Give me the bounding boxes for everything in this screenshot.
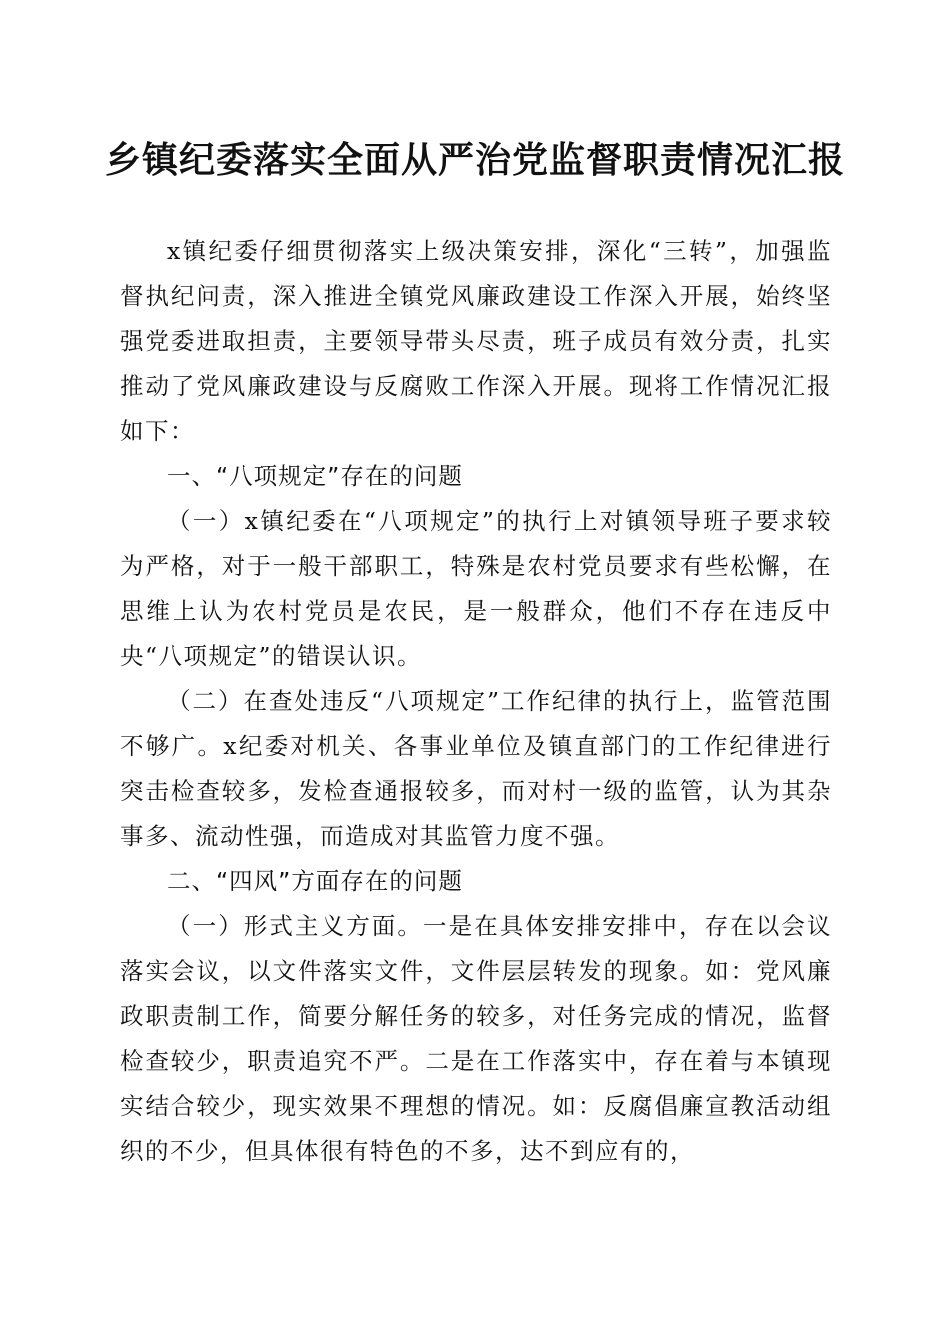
document-body: [120, 229, 832, 1174]
intro-paragraph: x镇纪委仔细贯彻落实上级决策安排，深化“三转”，加强监督执纪问责，深入推进全镇党风廉政建设工作深入开展，始终坚强党委进取担责，主要领导带头尽责，班子成员有效分责，扎实推动了党风廉政建设与反腐败工作深入开展。现将工作情况汇报如下：: [120, 237, 832, 445]
section-heading-2: 二、“四风”方面存在的问题: [167, 867, 463, 895]
section-1-paragraph-1: （一）x镇纪委在“八项规定”的执行上对镇领导班子要求较为严格，对于一般干部职工，特殊是农村党员要求有些松懈，在思维上认为农村党员是农民，是一般群众，他们不存在违反中央“八项规定”的错误认识。: [120, 507, 832, 670]
section-2-paragraph-1: （一）形式主义方面。一是在具体安排安排中，存在以会议落实会议，以文件落实文件，文件层层转发的现象。如：党风廉政职责制工作，简要分解任务的较多，对任务完成的情况，监督检查较少，职责追究不严。二是在工作落实中，存在着与本镇现实结合较少，现实效果不理想的情况。如：反腐倡廉宣教活动组织的不少，但具体很有特色的不多，达不到应有的，: [120, 912, 832, 1165]
section-1-paragraph-2: （二）在查处违反“八项规定”工作纪律的执行上，监管范围不够广。x纪委对机关、各事业单位及镇直部门的工作纪律进行突击检查较多，发检查通报较多，而对村一级的监管，认为其杂事多、流动性强，而造成对其监管力度不强。: [120, 687, 832, 850]
section-heading-1: 一、“八项规定”存在的问题: [167, 462, 463, 490]
document-title: 乡镇纪委落实全面从严治党监督职责情况汇报: [104, 139, 845, 181]
